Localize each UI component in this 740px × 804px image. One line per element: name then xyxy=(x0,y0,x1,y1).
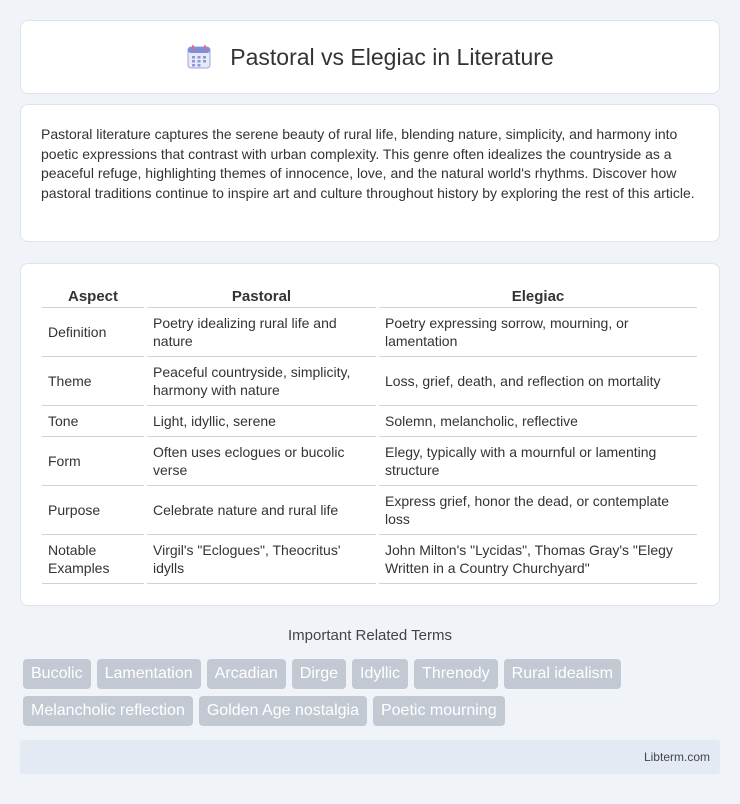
header-pastoral: Pastoral xyxy=(147,284,376,308)
footer-site-link[interactable]: Libterm.com xyxy=(643,750,710,764)
page-title: Pastoral vs Elegiac in Literature xyxy=(230,43,554,70)
tag-threnody[interactable]: Threnody xyxy=(414,659,498,689)
table-cell-elegiac: Elegy, typically with a mournful or lamenting structure xyxy=(379,437,697,486)
tag-bucolic[interactable]: Bucolic xyxy=(23,659,91,689)
table-cell-pastoral: Often uses eclogues or bucolic verse xyxy=(147,437,376,486)
table-cell-pastoral: Light, idyllic, serene xyxy=(147,406,376,437)
table-header-row xyxy=(42,284,697,308)
table-cell-elegiac: Loss, grief, death, and reflection on mortality xyxy=(379,357,697,406)
table-row xyxy=(42,535,697,584)
table-row xyxy=(42,437,697,486)
comparison-table xyxy=(39,284,700,584)
calendar-icon xyxy=(186,44,212,70)
table-row xyxy=(42,308,697,357)
header-aspect: Aspect xyxy=(42,284,144,308)
table-cell-aspect: Notable Examples xyxy=(42,535,144,584)
table-cell-elegiac: Express grief, honor the dead, or contemplate loss xyxy=(379,486,697,535)
tag-poetic-mourning[interactable]: Poetic mourning xyxy=(373,696,505,726)
tag-idyllic[interactable]: Idyllic xyxy=(352,659,408,689)
table-row xyxy=(42,357,697,406)
intro-text: Pastoral literature captures the serene beauty of rural life, blending nature, simplicity, and harmony into poetic expressions that contrast with urban complexity. This genre often idealizes the countryside as a peaceful refuge, highlighting themes of innocence, love, and the natural world's rhythms. Discover how pastoral traditions continue to inspire art and culture throughout history by exploring the rest of this article. xyxy=(41,126,695,201)
table-cell-elegiac: Poetry expressing sorrow, mourning, or lamentation xyxy=(379,308,697,357)
table-cell-pastoral: Celebrate nature and rural life xyxy=(147,486,376,535)
table-row xyxy=(42,406,697,437)
related-terms-title: Important Related Terms xyxy=(288,627,452,644)
tag-rural-idealism[interactable]: Rural idealism xyxy=(504,659,621,689)
tag-lamentation[interactable]: Lamentation xyxy=(97,659,201,689)
tag-dirge[interactable]: Dirge xyxy=(292,659,346,689)
table-cell-aspect: Theme xyxy=(42,357,144,406)
related-terms-list xyxy=(23,659,723,726)
header-elegiac: Elegiac xyxy=(379,284,697,308)
table-cell-pastoral: Poetry idealizing rural life and nature xyxy=(147,308,376,357)
comparison-table-card xyxy=(20,263,720,606)
intro-card xyxy=(20,104,720,242)
table-cell-aspect: Purpose xyxy=(42,486,144,535)
tag-golden-age-nostalgia[interactable]: Golden Age nostalgia xyxy=(199,696,367,726)
footer xyxy=(20,740,720,774)
table-cell-aspect: Form xyxy=(42,437,144,486)
header-card xyxy=(20,20,720,94)
table-cell-elegiac: Solemn, melancholic, reflective xyxy=(379,406,697,437)
tag-arcadian[interactable]: Arcadian xyxy=(207,659,286,689)
table-cell-pastoral: Peaceful countryside, simplicity, harmony with nature xyxy=(147,357,376,406)
table-cell-pastoral: Virgil's "Eclogues", Theocritus' idylls xyxy=(147,535,376,584)
tag-melancholic-reflection[interactable]: Melancholic reflection xyxy=(23,696,193,726)
table-row xyxy=(42,486,697,535)
table-cell-aspect: Definition xyxy=(42,308,144,357)
table-cell-elegiac: John Milton's "Lycidas", Thomas Gray's "Elegy Written in a Country Churchyard" xyxy=(379,535,697,584)
table-cell-aspect: Tone xyxy=(42,406,144,437)
